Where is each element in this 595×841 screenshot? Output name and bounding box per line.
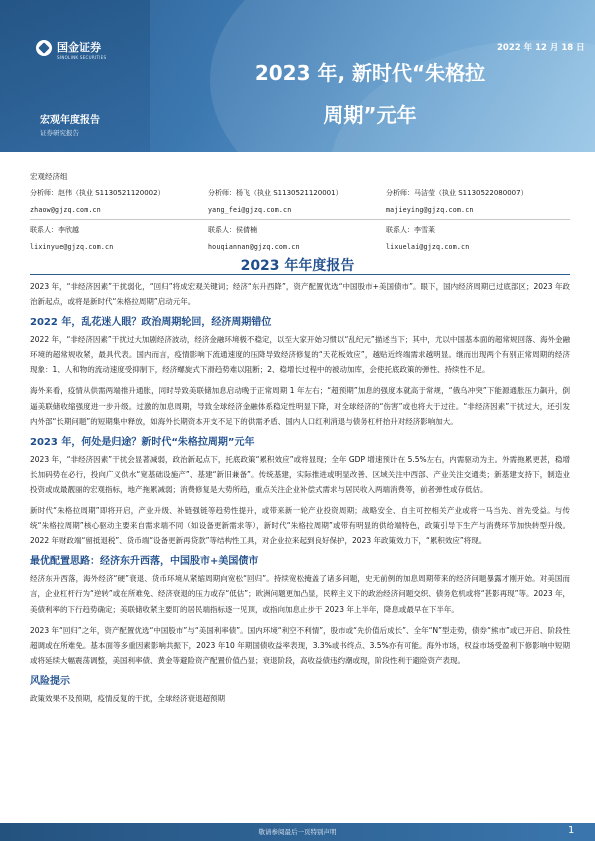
section-paragraph: 2023 年，“非经济因素”干扰会显著减弱，政治新起点下，托底政策“累积效应”或将显现；全年 GDP 增速预计在 5.5%左右，内需驱动为主。外需拖累更甚，稳增长加码势在必行，投向广义供水“宽基础设施产”、基建“新旧兼备”。传统基建，实际推进或明显改善、区域关注中西部、产业关注交通类；新基建支持下，制造业投资或成最靓丽的宏观指标，地产拖累减弱；消费修复是大势所趋，重点关注企业补偿式需求与居民收入两端消费等，前者弹性或存低估。 xyxy=(30,454,570,494)
report-date: 2022 年 12 月 18 日 xyxy=(497,43,585,53)
document-subtype: 证券研究报告 xyxy=(40,129,79,137)
report-title-line-2: 周期”元年 xyxy=(323,103,417,127)
intro-paragraph: 2023 年，“非经济因素”干扰弱化，“回归”将成宏观关键词；经济“东升西降”，资产配置优选“中国股市+美国债市”。眼下，国内经济周期已过底部区；2023 年政治新起点，或将是新时代“朱格拉周期”启动元年。 xyxy=(30,282,570,307)
brand-name: 国金证券 xyxy=(57,41,101,54)
document-type: 宏观年度报告 xyxy=(40,115,100,126)
analyst-email-row xyxy=(30,201,570,218)
page-number: 1 xyxy=(568,825,575,836)
section-paragraph: 2022 年，“非经济因素”干扰过大加剧经济波动，经济金融环境极不稳定，以至大家开始习惯以“乱纪元”描述当下；其中，尤以中国基本面的超常规回落、海外金融环境的超常规收紧，最具代表。国内而言，疫情影响下流通速度的压降导致经济修复的“天花板效应”，越贴近终端需求越明显。继而出现两个有别正常周期的经济现象：1、人和物的流动速度受抑制下，经济螺旋式下滑趋势难以阻断；2、稳增长过程中的被动加库，会使托底政策的弹性、持续性不足。 xyxy=(30,335,570,375)
logo-icon xyxy=(36,40,52,56)
report-title-line-1: 2023 年, 新时代“朱格拉 xyxy=(254,61,486,85)
report-title xyxy=(160,52,580,136)
contact-email[interactable]: houqiannan@gjzq.com.cn xyxy=(208,242,300,251)
risk-text: 政策效果不及预期，疫情反复的干扰，全球经济衰退超预期 xyxy=(30,693,225,703)
contact-name: 联系人：李雪莱 xyxy=(386,225,435,234)
section-title-2023: 2023 年，何处是归途？新时代“朱格拉周期”元年 xyxy=(30,436,255,448)
analyst-email[interactable]: zhaow@gjzq.com.cn xyxy=(30,205,101,214)
report-body xyxy=(30,279,570,712)
header-banner xyxy=(0,0,595,152)
team-label: 宏观经济组 xyxy=(30,172,68,181)
section-paragraph: 新时代“朱格拉周期”即将开启，产业升级、补链强链等趋势性提升，或带来新一轮产业投资周期；战略安全、自主可控相关产业或将一马当先、首先受益。与传统“朱格拉周期”核心驱动主要来自需求端不同（如设备更新需求等），新时代“朱格拉周期”或带有明显的供给端特色，政策引导下生产与消费环节加快转型升级。2022 年财政端“留抵退税”、货币端“设备更新再贷款”等结构性工具，对企业拉来起到良好保护，2023 年政策效力下，“累积效应”将现。 xyxy=(30,506,570,546)
analyst-name: 分析师：杨飞（执业 S1130521120001） xyxy=(208,188,343,197)
contact-row xyxy=(30,221,570,238)
section-paragraph: 2023 年“回归”之年，资产配置优选“中国股市”与“美国利率债”。国内环境“利空不利情”，股市或“先价值后成长”、全年“N”型走势，债券“熊市”或已开启、阶段性超调或在所难免。基本面等多重因素影响共振下，2023 年10 年期国债收益率表现，3.3%或书终点、3.5%亦有可能。海外市场，权益市场受盈利下修影响中短期或将延续大幅震荡调整，美国利率债、黄金等避险资产配置价值凸显；衰退阶段，高收益债违约潮或现，阶段性利于避险资产表现。 xyxy=(30,625,570,665)
contact-email[interactable]: lixuelai@gjzq.com.cn xyxy=(386,242,470,251)
brand-subtitle: SINOLINK SECURITIES xyxy=(57,55,107,60)
brand-logo xyxy=(36,40,101,56)
analyst-name: 分析师：赵伟（执业 S1130521120002） xyxy=(30,188,165,197)
contact-name: 联系人：侯倩楠 xyxy=(208,225,257,234)
heading-divider xyxy=(30,274,570,275)
analyst-email[interactable]: yang_fei@gjzq.com.cn xyxy=(208,205,292,214)
section-title-allocation: 最优配置思路：经济东升西落，中国股市+美国债市 xyxy=(30,556,259,568)
analyst-row xyxy=(30,184,570,201)
section-title-2022: 2022 年，乱花迷人眼？政治周期轮回，经济周期错位 xyxy=(30,317,272,329)
section-paragraph: 经济东升西落，海外经济“硬”衰退、货币环境从紧缩周期向宽松“回归”。持续宽松掩盖了诸多问题，史无前例的加息周期带来的经济问题暴露才刚开始。对美国而言，企业杠杆行为“逆转”或在所难免、经济衰退的压力或存“低估”；欧洲问题更加凸显，民粹主义下的政治经济问题交织、债务危机或将“甚影再现”等。2023 年，美债利率的下行趋势确定；美联储收紧主要盯的居民端指标逐一见顶，或指向加息止步于 2023 年上半年，降息或最早在下半年。 xyxy=(30,574,570,614)
main-heading: 2023 年年度报告 xyxy=(240,258,355,274)
section-title-risk: 风险提示 xyxy=(30,675,70,687)
contact-email[interactable]: lixinyue@gjzq.com.cn xyxy=(30,242,114,251)
page-footer xyxy=(0,823,595,841)
section-paragraph: 海外来看，疫情从供需两端推升通胀，同时导致美联储加息启动晚于正常周期 1 年左右；“超预期”加息的强度本就高于常规，“俄乌冲突”下能源通胀压力飙升，倒逼美联储收缩强度进一步升级。过激的加息周期，导致全球经济金融体系稳定性明显下降，对全球经济的“伤害”或也将大于过往。“非经济因素”干扰过大，还引发内外部“长期问题”的短期集中释放，如海外长期资本开支不足下的供需矛盾、国内人口红利消退与债务杠杆抬升对经济影响加大。 xyxy=(30,386,570,426)
contact-email-row xyxy=(30,238,570,255)
footer-disclaimer[interactable]: 敬请参阅最后一页特别声明 xyxy=(258,828,337,836)
analyst-name: 分析师：马洁莹（执业 S1130522080007） xyxy=(386,188,528,197)
analyst-table xyxy=(30,184,570,255)
analyst-email[interactable]: majieying@gjzq.com.cn xyxy=(386,205,474,214)
divider xyxy=(30,219,570,220)
contact-name: 联系人：李欣越 xyxy=(30,225,79,234)
